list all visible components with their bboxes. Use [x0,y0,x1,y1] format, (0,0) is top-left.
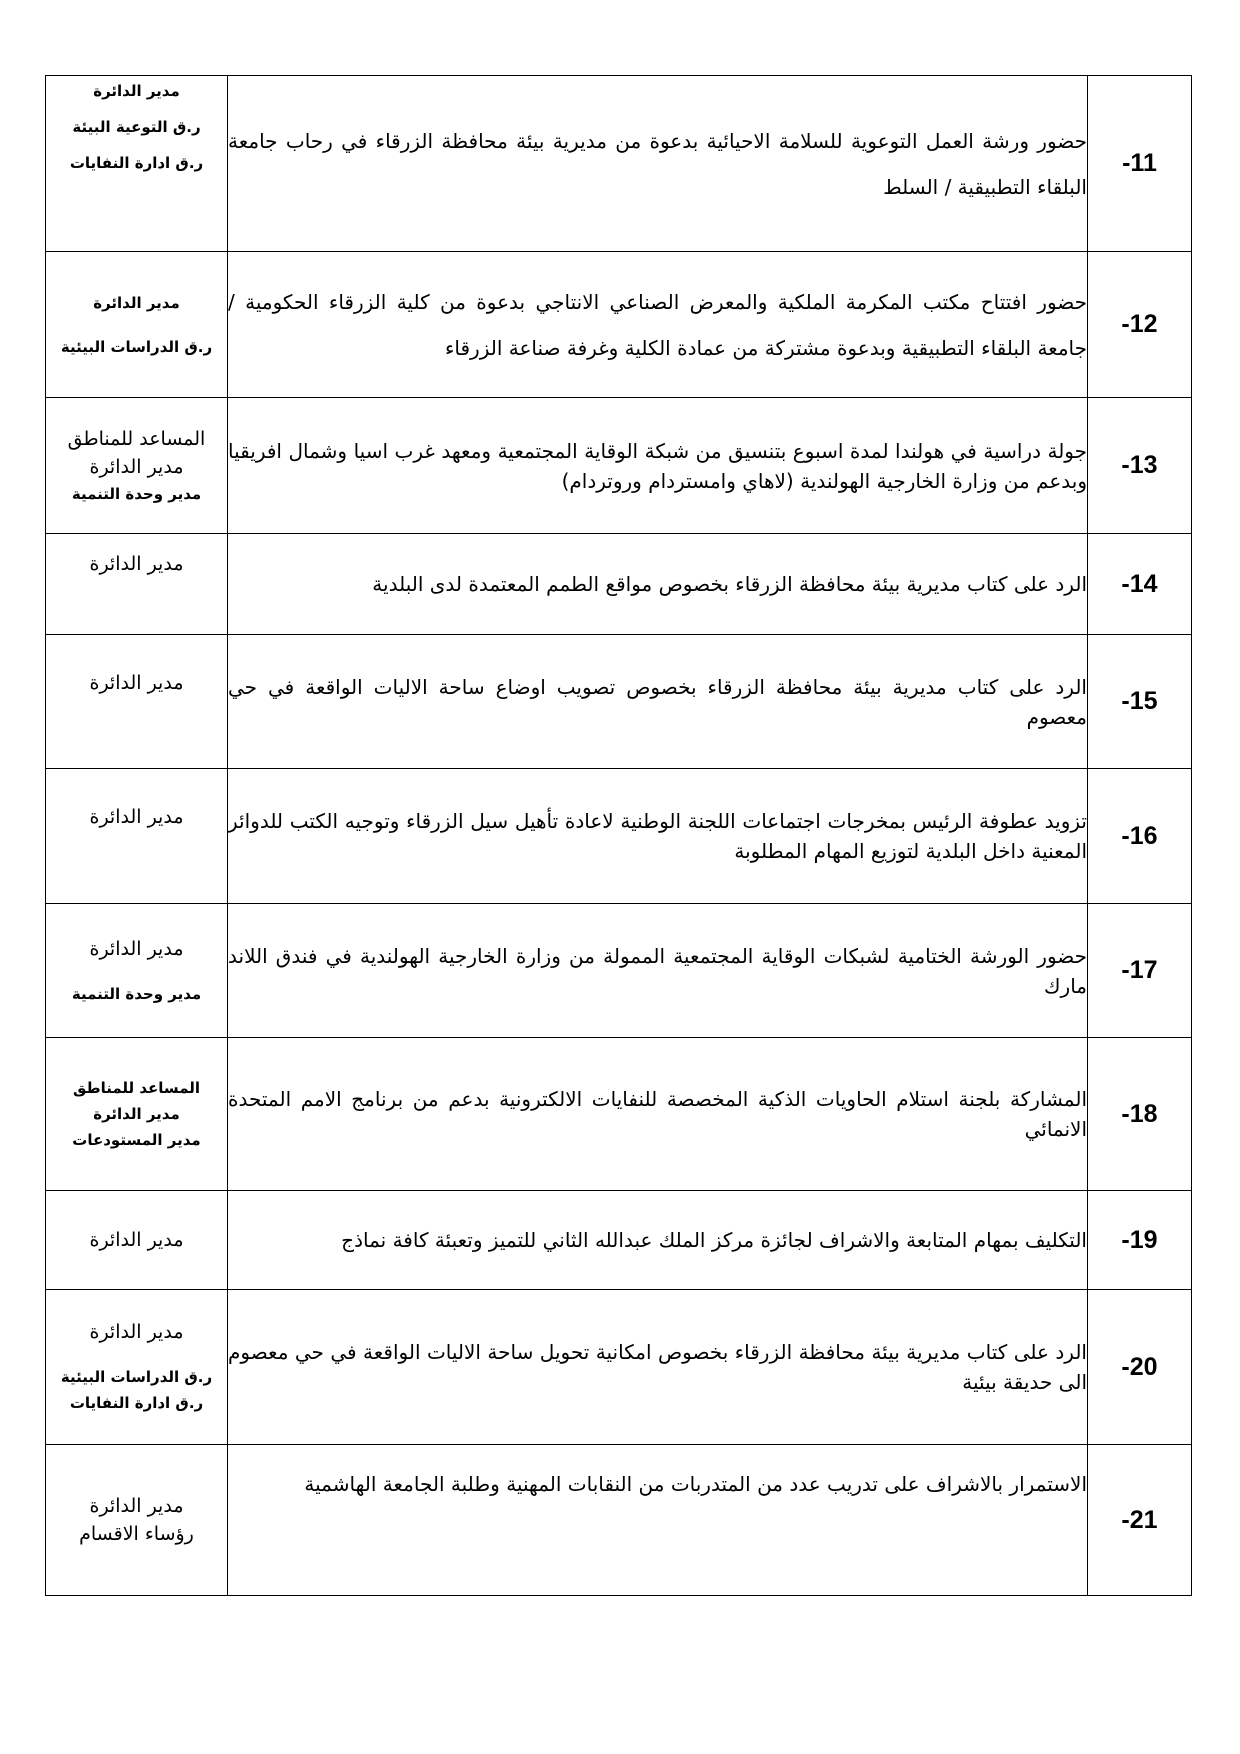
responsible-cell [46,1038,228,1191]
table-row [46,1191,1192,1290]
task-text: الرد على كتاب مديرية بيئة محافظة الزرقاء بخصوص تصويب اوضاع ساحة الاليات الواقعة في حي معصوم [228,674,1087,729]
responsible-cell [46,398,228,534]
task-cell [228,1191,1088,1290]
responsible-cell [46,252,228,398]
responsible-name: مدير الدائرة [89,1321,184,1343]
responsible-cell [46,1445,228,1596]
responsible-name: مدير الدائرة [89,806,184,828]
responsible-name: مدير وحدة التنمية [71,484,202,503]
responsible-cell [46,1290,228,1445]
task-text: الرد على كتاب مديرية بيئة محافظة الزرقاء بخصوص امكانية تحويل ساحة الاليات الواقعة في حي معصوم الى حديقة بيئية [228,1340,1087,1394]
item-number: -19 [1088,1191,1192,1290]
responsible-name: رؤساء الاقسام [79,1523,194,1545]
item-number: -20 [1088,1290,1192,1445]
responsible-name: ر.ق ادارة النفايات [69,1394,204,1412]
responsible-name: مدير الدائرة [89,1229,184,1251]
table-row [46,769,1192,904]
task-cell [228,769,1088,904]
responsible-name: مدير الدائرة [89,553,184,575]
responsible-cell [46,904,228,1038]
responsible-name: المساعد للمناطق [67,427,206,450]
responsible-cell [46,534,228,635]
task-cell [228,398,1088,534]
responsible-cell [46,635,228,769]
table-row [46,1445,1192,1596]
table-row [46,1038,1192,1191]
item-number: -11 [1088,76,1192,252]
task-text: تزويد عطوفة الرئيس بمخرجات اجتماعات اللجنة الوطنية لاعادة تأهيل سيل الزرقاء وتوجيه الكتب للدوائر المعنية داخل البلدية لتوزيع المهام المطلوبة [228,809,1087,863]
responsible-cell [46,769,228,904]
responsible-name: ر.ق الدراسات البيئية [60,337,213,356]
responsible-name: مدير وحدة التنمية [71,984,202,1003]
task-text: الرد على كتاب مديرية بيئة محافظة الزرقاء بخصوص مواقع الطمم المعتمدة لدى البلدية [372,572,1087,596]
task-cell [228,252,1088,398]
item-number: -13 [1088,398,1192,534]
task-text: حضور الورشة الختامية لشبكات الوقاية المجتمعية الممولة من وزارة الخارجية الهولندية في فندق اللاند مارك [228,943,1087,998]
responsible-name: مدير الدائرة [89,937,184,960]
table-row [46,398,1192,534]
task-text: حضور ورشة العمل التوعوية للسلامة الاحيائية بدعوة من مديرية بيئة محافظة الزرقاء في رحاب جامعة البلقاء التطبيقية / السلط [228,128,1087,199]
item-number: -12 [1088,252,1192,398]
responsible-cell [46,1191,228,1290]
responsible-name: مدير الدائرة [89,672,184,694]
task-text: الاستمرار بالاشراف على تدريب عدد من المتدربات من النقابات المهنية وطلبة الجامعة الهاشمية [304,1472,1087,1496]
task-text: التكليف بمهام المتابعة والاشراف لجائزة مركز الملك عبدالله الثاني للتميز وتعبئة كافة نماذج [341,1228,1087,1252]
task-text: جولة دراسية في هولندا لمدة اسبوع بتنسيق من شبكة الوقاية المجتمعية ومعهد غرب اسيا وشمال افريقيا وبدعم من وزارة الخارجية الهولندية (لاهاي وامستردام وروتردام) [228,438,1087,493]
table-row [46,76,1192,252]
task-cell [228,1038,1088,1191]
responsible-name: مدير الدائرة [89,455,184,478]
task-cell [228,1290,1088,1445]
responsible-name: المساعد للمناطق [72,1079,201,1097]
task-cell [228,1445,1088,1596]
responsible-name: مدير المستودعات [72,1131,201,1149]
responsible-name: ر.ق الدراسات البيئية [60,1368,213,1386]
item-number: -18 [1088,1038,1192,1191]
responsible-cell [46,76,228,252]
responsible-name: مدير الدائرة [93,82,180,100]
tasks-table [45,75,1192,1596]
task-cell [228,76,1088,252]
responsible-name: ر.ق ادارة النفايات [69,154,204,172]
responsible-name: ر.ق التوعية البيئة [72,118,201,136]
table-row [46,252,1192,398]
task-cell [228,635,1088,769]
item-number: -16 [1088,769,1192,904]
task-cell [228,534,1088,635]
table-row [46,1290,1192,1445]
responsible-name: مدير الدائرة [89,1495,184,1517]
task-text: المشاركة بلجنة استلام الحاويات الذكية المخصصة للنفايات الالكترونية بدعم من برنامج الامم المتحدة الانمائي [228,1087,1087,1141]
item-number: -17 [1088,904,1192,1038]
item-number: -15 [1088,635,1192,769]
responsible-name: مدير الدائرة [93,293,180,312]
table-row [46,534,1192,635]
table-row [46,904,1192,1038]
item-number: -21 [1088,1445,1192,1596]
table-row [46,635,1192,769]
item-number: -14 [1088,534,1192,635]
responsible-name: مدير الدائرة [93,1105,180,1123]
task-text: حضور افتتاح مكتب المكرمة الملكية والمعرض الصناعي الانتاجي بدعوة من كلية الزرقاء الحكومية / جامعة البلقاء التطبيقية وبدعوة مشتركة من عمادة الكلية وغرفة صناعة الزرقاء [228,289,1087,360]
task-cell [228,904,1088,1038]
